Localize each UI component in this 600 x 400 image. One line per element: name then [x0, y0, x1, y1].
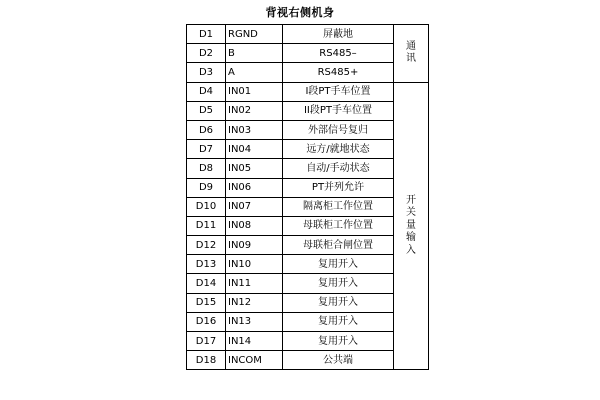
- table-row: [187, 274, 429, 293]
- terminal-name: IN10: [226, 255, 283, 274]
- group-label-char: 量: [406, 219, 416, 231]
- terminal-desc: 外部信号复归: [283, 120, 394, 139]
- terminal-id: D8: [187, 159, 226, 178]
- table-row: [187, 216, 429, 235]
- terminal-id: D5: [187, 101, 226, 120]
- terminal-id: D6: [187, 120, 226, 139]
- terminal-desc: 复用开入: [283, 312, 394, 331]
- terminal-desc: I段PT手车位置: [283, 82, 394, 101]
- terminal-desc: 自动/手动状态: [283, 159, 394, 178]
- terminal-desc: RS485–: [283, 44, 394, 63]
- terminal-name: IN04: [226, 140, 283, 159]
- terminal-name: IN05: [226, 159, 283, 178]
- terminal-desc: 远方/就地状态: [283, 140, 394, 159]
- terminal-name: IN03: [226, 120, 283, 139]
- terminal-name: A: [226, 63, 283, 82]
- terminal-id: D4: [187, 82, 226, 101]
- terminal-id: D12: [187, 236, 226, 255]
- terminal-id: D11: [187, 216, 226, 235]
- page-title: 背视右侧机身: [265, 6, 335, 19]
- terminal-id: D7: [187, 140, 226, 159]
- group-label-communication: [394, 25, 429, 83]
- terminal-id: D2: [187, 44, 226, 63]
- terminal-name: IN02: [226, 101, 283, 120]
- table-row: [187, 25, 429, 44]
- signal-table-body: [187, 25, 429, 370]
- terminal-name: IN01: [226, 82, 283, 101]
- terminal-desc: 公共端: [283, 351, 394, 370]
- table-row: [187, 44, 429, 63]
- terminal-desc: 母联柜工作位置: [283, 216, 394, 235]
- terminal-name: IN09: [226, 236, 283, 255]
- terminal-desc: 母联柜合闸位置: [283, 236, 394, 255]
- terminal-id: D16: [187, 312, 226, 331]
- table-row: [187, 159, 429, 178]
- terminal-id: D1: [187, 25, 226, 44]
- terminal-id: D13: [187, 255, 226, 274]
- terminal-name: IN08: [226, 216, 283, 235]
- terminal-name: IN14: [226, 332, 283, 351]
- terminal-name: IN13: [226, 312, 283, 331]
- table-row: [187, 255, 429, 274]
- terminal-desc: 复用开入: [283, 255, 394, 274]
- terminal-name: RGND: [226, 25, 283, 44]
- signal-table-wrapper: [186, 24, 429, 370]
- terminal-name: IN12: [226, 293, 283, 312]
- group-label-digital-input: [394, 82, 429, 370]
- terminal-desc: 隔离柜工作位置: [283, 197, 394, 216]
- terminal-desc: RS485+: [283, 63, 394, 82]
- table-row: [187, 140, 429, 159]
- terminal-name: IN11: [226, 274, 283, 293]
- table-row: [187, 332, 429, 351]
- terminal-id: D15: [187, 293, 226, 312]
- group-label-char: 通: [406, 40, 416, 52]
- terminal-name: IN06: [226, 178, 283, 197]
- table-row: [187, 197, 429, 216]
- terminal-desc: 复用开入: [283, 332, 394, 351]
- table-row: [187, 293, 429, 312]
- terminal-desc: 复用开入: [283, 274, 394, 293]
- group-label-char: 讯: [406, 53, 416, 65]
- table-row: [187, 101, 429, 120]
- table-row: [187, 178, 429, 197]
- terminal-id: D17: [187, 332, 226, 351]
- terminal-desc: 屏蔽地: [283, 25, 394, 44]
- terminal-id: D9: [187, 178, 226, 197]
- terminal-id: D14: [187, 274, 226, 293]
- table-row: [187, 82, 429, 101]
- group-label-char: 开: [406, 194, 416, 206]
- terminal-name: IN07: [226, 197, 283, 216]
- group-label-char: 关: [406, 207, 416, 219]
- table-row: [187, 120, 429, 139]
- terminal-name: B: [226, 44, 283, 63]
- terminal-desc: PT并列允许: [283, 178, 394, 197]
- terminal-desc: II段PT手车位置: [283, 101, 394, 120]
- terminal-desc: 复用开入: [283, 293, 394, 312]
- signal-table: [186, 24, 429, 370]
- terminal-name: INCOM: [226, 351, 283, 370]
- terminal-id: D10: [187, 197, 226, 216]
- group-label-char: 输: [406, 232, 416, 244]
- table-row: [187, 63, 429, 82]
- terminal-id: D18: [187, 351, 226, 370]
- group-label-char: 入: [406, 244, 416, 256]
- terminal-id: D3: [187, 63, 226, 82]
- table-row: [187, 351, 429, 370]
- table-row: [187, 312, 429, 331]
- table-row: [187, 236, 429, 255]
